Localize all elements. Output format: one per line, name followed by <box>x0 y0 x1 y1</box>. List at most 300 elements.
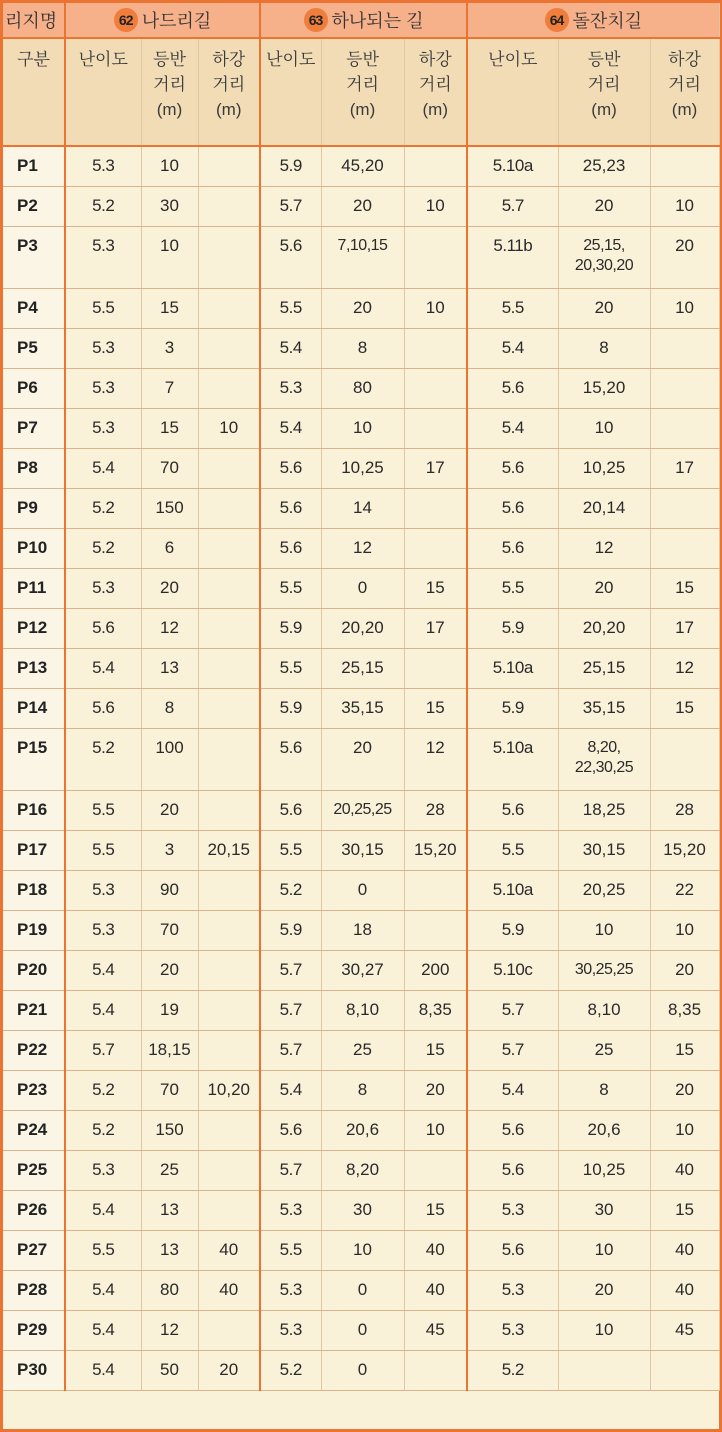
descent-cell-62 <box>198 910 260 950</box>
difficulty-cell-62: 5.4 <box>65 950 141 990</box>
descent-cell-63: 8,35 <box>404 990 467 1030</box>
descent-cell-63: 12 <box>404 728 467 790</box>
descent-cell-63: 17 <box>404 608 467 648</box>
ascent-cell-64: 10 <box>558 1230 650 1270</box>
difficulty-cell-63: 5.5 <box>260 568 321 608</box>
difficulty-cell-62: 5.2 <box>65 1070 141 1110</box>
category-header: 구분 <box>3 38 65 146</box>
table-row <box>3 1310 719 1350</box>
difficulty-cell-64: 5.6 <box>467 1110 558 1150</box>
difficulty-cell-64: 5.3 <box>467 1190 558 1230</box>
pitch-id: P14 <box>3 688 65 728</box>
ascent-cell-64: 25 <box>558 1030 650 1070</box>
table-row <box>3 408 719 448</box>
table-row <box>3 608 719 648</box>
ascent-cell-62: 3 <box>141 328 198 368</box>
ascent-cell-63: 0 <box>321 1350 404 1390</box>
descent-cell-62 <box>198 448 260 488</box>
difficulty-cell-64: 5.9 <box>467 910 558 950</box>
ascent-cell-62: 13 <box>141 1230 198 1270</box>
ascent-cell-62: 150 <box>141 1110 198 1150</box>
ascent-cell-62: 3 <box>141 830 198 870</box>
ascent-cell-63: 20 <box>321 186 404 226</box>
difficulty-cell-63: 5.7 <box>260 950 321 990</box>
difficulty-cell-64: 5.7 <box>467 186 558 226</box>
ascent-header-62: 등반 거리 (m) <box>141 38 198 146</box>
difficulty-cell-62: 5.6 <box>65 688 141 728</box>
descent-cell-62: 40 <box>198 1270 260 1310</box>
ascent-cell-62: 13 <box>141 1190 198 1230</box>
difficulty-cell-64: 5.10a <box>467 648 558 688</box>
pitch-id: P30 <box>3 1350 65 1390</box>
descent-cell-63: 28 <box>404 790 467 830</box>
ascent-cell-63: 10,25 <box>321 448 404 488</box>
ascent-header-63: 등반 거리 (m) <box>321 38 404 146</box>
difficulty-cell-62: 5.5 <box>65 830 141 870</box>
difficulty-cell-62: 5.4 <box>65 448 141 488</box>
descent-cell-64: 20 <box>650 226 719 288</box>
table-row <box>3 488 719 528</box>
ascent-cell-64: 15,20 <box>558 368 650 408</box>
ascent-cell-64: 10,25 <box>558 1150 650 1190</box>
descent-cell-62 <box>198 1150 260 1190</box>
ascent-cell-64: 25,15, 20,30,20 <box>558 226 650 288</box>
route-62-header <box>65 3 260 38</box>
descent-cell-63 <box>404 408 467 448</box>
ascent-cell-64: 18,25 <box>558 790 650 830</box>
descent-cell-62 <box>198 288 260 328</box>
difficulty-cell-62: 5.2 <box>65 186 141 226</box>
ascent-cell-63: 35,15 <box>321 688 404 728</box>
ascent-header-64: 등반 거리 (m) <box>558 38 650 146</box>
descent-cell-64: 10 <box>650 910 719 950</box>
pitch-id: P11 <box>3 568 65 608</box>
difficulty-cell-64: 5.3 <box>467 1270 558 1310</box>
descent-cell-63: 200 <box>404 950 467 990</box>
ridge-name-label: 리지명 <box>3 3 65 38</box>
descent-cell-63: 15 <box>404 1030 467 1070</box>
descent-cell-62 <box>198 950 260 990</box>
pitch-id: P18 <box>3 870 65 910</box>
descent-cell-62 <box>198 328 260 368</box>
difficulty-header-63: 난이도 <box>260 38 321 146</box>
table-row <box>3 688 719 728</box>
descent-cell-62: 20,15 <box>198 830 260 870</box>
ascent-cell-64: 8,20, 22,30,25 <box>558 728 650 790</box>
difficulty-cell-64: 5.3 <box>467 1310 558 1350</box>
pitch-id: P16 <box>3 790 65 830</box>
descent-cell-62: 40 <box>198 1230 260 1270</box>
difficulty-cell-62: 5.4 <box>65 1350 141 1390</box>
descent-cell-62: 10,20 <box>198 1070 260 1110</box>
difficulty-cell-62: 5.3 <box>65 910 141 950</box>
difficulty-cell-63: 5.4 <box>260 328 321 368</box>
difficulty-cell-63: 5.5 <box>260 830 321 870</box>
difficulty-cell-64: 5.5 <box>467 568 558 608</box>
ascent-cell-62: 90 <box>141 870 198 910</box>
descent-cell-62 <box>198 568 260 608</box>
difficulty-cell-63: 5.6 <box>260 528 321 568</box>
table-row <box>3 950 719 990</box>
ascent-cell-64: 20 <box>558 568 650 608</box>
pitch-id: P4 <box>3 288 65 328</box>
ascent-cell-62: 19 <box>141 990 198 1030</box>
difficulty-cell-62: 5.4 <box>65 648 141 688</box>
difficulty-cell-62: 5.4 <box>65 990 141 1030</box>
difficulty-cell-64: 5.10a <box>467 728 558 790</box>
ascent-cell-64 <box>558 1350 650 1390</box>
route-62-number-badge: 62 <box>114 8 138 32</box>
descent-cell-64: 8,35 <box>650 990 719 1030</box>
descent-cell-64 <box>650 1350 719 1390</box>
table-row <box>3 830 719 870</box>
ascent-cell-63: 20 <box>321 288 404 328</box>
ascent-cell-62: 20 <box>141 950 198 990</box>
descent-cell-62 <box>198 648 260 688</box>
ascent-cell-63: 80 <box>321 368 404 408</box>
descent-header-64: 하강 거리 (m) <box>650 38 719 146</box>
pitch-id: P5 <box>3 328 65 368</box>
difficulty-cell-64: 5.4 <box>467 1070 558 1110</box>
table-row <box>3 186 719 226</box>
descent-cell-62 <box>198 1030 260 1070</box>
ascent-cell-62: 12 <box>141 608 198 648</box>
route-63-number-badge: 63 <box>304 8 328 32</box>
descent-cell-64 <box>650 488 719 528</box>
descent-cell-64: 40 <box>650 1230 719 1270</box>
difficulty-cell-63: 5.3 <box>260 1270 321 1310</box>
descent-header-62: 하강 거리 (m) <box>198 38 260 146</box>
descent-header-63: 하강 거리 (m) <box>404 38 467 146</box>
route-62-name: 나드리길 <box>141 11 212 31</box>
ascent-cell-63: 8,20 <box>321 1150 404 1190</box>
ascent-cell-63: 8 <box>321 1070 404 1110</box>
difficulty-cell-63: 5.9 <box>260 910 321 950</box>
difficulty-cell-63: 5.4 <box>260 408 321 448</box>
difficulty-cell-63: 5.9 <box>260 688 321 728</box>
difficulty-cell-62: 5.6 <box>65 608 141 648</box>
descent-cell-62 <box>198 688 260 728</box>
difficulty-cell-62: 5.3 <box>65 408 141 448</box>
table-row <box>3 1110 719 1150</box>
descent-cell-62 <box>198 1310 260 1350</box>
pitch-id: P19 <box>3 910 65 950</box>
difficulty-cell-63: 5.3 <box>260 1190 321 1230</box>
difficulty-cell-64: 5.7 <box>467 990 558 1030</box>
pitch-id: P25 <box>3 1150 65 1190</box>
descent-cell-62 <box>198 368 260 408</box>
difficulty-cell-62: 5.3 <box>65 146 141 186</box>
pitch-id: P15 <box>3 728 65 790</box>
descent-cell-63: 45 <box>404 1310 467 1350</box>
descent-cell-64 <box>650 728 719 790</box>
ascent-cell-62: 50 <box>141 1350 198 1390</box>
ascent-cell-64: 20 <box>558 186 650 226</box>
route-63-name: 하나되는 길 <box>331 11 424 31</box>
ascent-cell-63: 20,25,25 <box>321 790 404 830</box>
difficulty-cell-63: 5.6 <box>260 728 321 790</box>
difficulty-cell-63: 5.6 <box>260 226 321 288</box>
descent-cell-64: 15 <box>650 688 719 728</box>
descent-cell-63 <box>404 1350 467 1390</box>
descent-cell-64: 12 <box>650 648 719 688</box>
difficulty-cell-63: 5.7 <box>260 990 321 1030</box>
table-row <box>3 1030 719 1070</box>
ascent-cell-63: 10 <box>321 1230 404 1270</box>
descent-cell-62 <box>198 1190 260 1230</box>
table-row <box>3 648 719 688</box>
descent-cell-63 <box>404 648 467 688</box>
difficulty-cell-63: 5.7 <box>260 1150 321 1190</box>
ascent-cell-63: 20 <box>321 728 404 790</box>
difficulty-cell-62: 5.2 <box>65 728 141 790</box>
table-row <box>3 568 719 608</box>
ascent-cell-62: 25 <box>141 1150 198 1190</box>
descent-cell-64 <box>650 368 719 408</box>
difficulty-cell-63: 5.6 <box>260 790 321 830</box>
ascent-cell-64: 8 <box>558 1070 650 1110</box>
pitch-id: P29 <box>3 1310 65 1350</box>
ascent-cell-64: 30,25,25 <box>558 950 650 990</box>
route-64-number-badge: 64 <box>545 8 569 32</box>
difficulty-cell-63: 5.7 <box>260 186 321 226</box>
ascent-cell-64: 8 <box>558 328 650 368</box>
pitch-id: P26 <box>3 1190 65 1230</box>
table-row <box>3 1270 719 1310</box>
ascent-cell-64: 25,23 <box>558 146 650 186</box>
header-row-columns <box>3 38 719 146</box>
pitch-id: P13 <box>3 648 65 688</box>
pitch-id: P21 <box>3 990 65 1030</box>
descent-cell-64: 15 <box>650 1030 719 1070</box>
pitch-id: P7 <box>3 408 65 448</box>
ascent-cell-64: 20,6 <box>558 1110 650 1150</box>
difficulty-header-64: 난이도 <box>467 38 558 146</box>
ascent-cell-64: 10 <box>558 910 650 950</box>
descent-cell-63 <box>404 226 467 288</box>
ascent-cell-62: 10 <box>141 226 198 288</box>
descent-cell-63 <box>404 328 467 368</box>
difficulty-cell-62: 5.2 <box>65 488 141 528</box>
ascent-cell-63: 0 <box>321 1310 404 1350</box>
difficulty-cell-62: 5.5 <box>65 790 141 830</box>
difficulty-cell-64: 5.10a <box>467 146 558 186</box>
ascent-cell-64: 10,25 <box>558 448 650 488</box>
route-63-header <box>260 3 467 38</box>
ascent-cell-62: 70 <box>141 1070 198 1110</box>
descent-cell-64: 40 <box>650 1270 719 1310</box>
ascent-cell-63: 30,27 <box>321 950 404 990</box>
pitch-id: P1 <box>3 146 65 186</box>
ascent-cell-62: 100 <box>141 728 198 790</box>
ascent-cell-62: 10 <box>141 146 198 186</box>
difficulty-cell-63: 5.5 <box>260 1230 321 1270</box>
header-row-routes <box>3 3 719 38</box>
descent-cell-64: 15 <box>650 568 719 608</box>
descent-cell-63: 15 <box>404 568 467 608</box>
descent-cell-62 <box>198 528 260 568</box>
difficulty-cell-64: 5.6 <box>467 528 558 568</box>
difficulty-cell-62: 5.3 <box>65 568 141 608</box>
descent-cell-64 <box>650 146 719 186</box>
table-row <box>3 226 719 288</box>
descent-cell-63 <box>404 146 467 186</box>
ascent-cell-63: 0 <box>321 1270 404 1310</box>
ascent-cell-62: 8 <box>141 688 198 728</box>
descent-cell-63: 10 <box>404 1110 467 1150</box>
ascent-cell-63: 0 <box>321 870 404 910</box>
pitch-id: P12 <box>3 608 65 648</box>
difficulty-cell-64: 5.6 <box>467 488 558 528</box>
route-64-name: 돌잔치길 <box>572 11 643 31</box>
difficulty-cell-64: 5.2 <box>467 1350 558 1390</box>
difficulty-cell-63: 5.5 <box>260 648 321 688</box>
ascent-cell-63: 8 <box>321 328 404 368</box>
descent-cell-63 <box>404 528 467 568</box>
ascent-cell-64: 30,15 <box>558 830 650 870</box>
difficulty-cell-62: 5.2 <box>65 528 141 568</box>
ascent-cell-64: 10 <box>558 408 650 448</box>
ascent-cell-62: 20 <box>141 790 198 830</box>
descent-cell-64: 17 <box>650 448 719 488</box>
pitch-id: P20 <box>3 950 65 990</box>
difficulty-cell-63: 5.4 <box>260 1070 321 1110</box>
difficulty-cell-64: 5.4 <box>467 328 558 368</box>
ascent-cell-64: 12 <box>558 528 650 568</box>
pitch-id: P9 <box>3 488 65 528</box>
descent-cell-63: 15,20 <box>404 830 467 870</box>
descent-cell-62 <box>198 990 260 1030</box>
ascent-cell-62: 70 <box>141 910 198 950</box>
descent-cell-62 <box>198 186 260 226</box>
ascent-cell-62: 30 <box>141 186 198 226</box>
descent-cell-63 <box>404 368 467 408</box>
table-row <box>3 1070 719 1110</box>
descent-cell-62 <box>198 790 260 830</box>
descent-cell-62 <box>198 1110 260 1150</box>
pitch-id: P28 <box>3 1270 65 1310</box>
descent-cell-62 <box>198 608 260 648</box>
difficulty-cell-64: 5.10c <box>467 950 558 990</box>
ascent-cell-62: 15 <box>141 408 198 448</box>
table-row <box>3 328 719 368</box>
descent-cell-64 <box>650 328 719 368</box>
difficulty-cell-64: 5.4 <box>467 408 558 448</box>
descent-cell-64: 20 <box>650 1070 719 1110</box>
descent-cell-64: 22 <box>650 870 719 910</box>
difficulty-cell-64: 5.5 <box>467 288 558 328</box>
descent-cell-64: 45 <box>650 1310 719 1350</box>
difficulty-cell-64: 5.6 <box>467 368 558 408</box>
difficulty-cell-63: 5.5 <box>260 288 321 328</box>
difficulty-cell-63: 5.2 <box>260 1350 321 1390</box>
difficulty-cell-62: 5.4 <box>65 1190 141 1230</box>
difficulty-cell-64: 5.7 <box>467 1030 558 1070</box>
descent-cell-64: 20 <box>650 950 719 990</box>
pitch-id: P17 <box>3 830 65 870</box>
difficulty-cell-62: 5.5 <box>65 288 141 328</box>
descent-cell-64: 40 <box>650 1150 719 1190</box>
difficulty-cell-62: 5.7 <box>65 1030 141 1070</box>
ascent-cell-64: 20,14 <box>558 488 650 528</box>
ascent-cell-62: 15 <box>141 288 198 328</box>
descent-cell-63: 10 <box>404 288 467 328</box>
descent-cell-64: 15,20 <box>650 830 719 870</box>
pitch-id: P2 <box>3 186 65 226</box>
descent-cell-63: 10 <box>404 186 467 226</box>
descent-cell-63: 17 <box>404 448 467 488</box>
ascent-cell-63: 30,15 <box>321 830 404 870</box>
ascent-cell-62: 70 <box>141 448 198 488</box>
table-row <box>3 368 719 408</box>
ascent-cell-64: 8,10 <box>558 990 650 1030</box>
pitch-id: P10 <box>3 528 65 568</box>
table-row <box>3 448 719 488</box>
difficulty-cell-62: 5.4 <box>65 1310 141 1350</box>
difficulty-cell-63: 5.6 <box>260 488 321 528</box>
route-64-header <box>467 3 719 38</box>
table-row <box>3 790 719 830</box>
descent-cell-62 <box>198 146 260 186</box>
difficulty-cell-62: 5.3 <box>65 226 141 288</box>
difficulty-cell-63: 5.3 <box>260 1310 321 1350</box>
difficulty-header-62: 난이도 <box>65 38 141 146</box>
pitch-id: P23 <box>3 1070 65 1110</box>
pitch-id: P3 <box>3 226 65 288</box>
descent-cell-63 <box>404 488 467 528</box>
ascent-cell-63: 20,20 <box>321 608 404 648</box>
difficulty-cell-63: 5.2 <box>260 870 321 910</box>
table-row <box>3 990 719 1030</box>
ascent-cell-63: 10 <box>321 408 404 448</box>
pitch-id: P6 <box>3 368 65 408</box>
ascent-cell-62: 20 <box>141 568 198 608</box>
ascent-cell-63: 45,20 <box>321 146 404 186</box>
route-table <box>3 3 720 1391</box>
table-row <box>3 146 719 186</box>
descent-cell-62: 20 <box>198 1350 260 1390</box>
ascent-cell-62: 18,15 <box>141 1030 198 1070</box>
table-row <box>3 728 719 790</box>
table-row <box>3 1350 719 1390</box>
descent-cell-63: 20 <box>404 1070 467 1110</box>
descent-cell-64: 17 <box>650 608 719 648</box>
descent-cell-62 <box>198 870 260 910</box>
ascent-cell-62: 7 <box>141 368 198 408</box>
descent-cell-62 <box>198 226 260 288</box>
difficulty-cell-64: 5.6 <box>467 1230 558 1270</box>
table-row <box>3 910 719 950</box>
ascent-cell-62: 13 <box>141 648 198 688</box>
ascent-cell-62: 6 <box>141 528 198 568</box>
difficulty-cell-64: 5.6 <box>467 790 558 830</box>
table-row <box>3 528 719 568</box>
difficulty-cell-64: 5.5 <box>467 830 558 870</box>
table-row <box>3 870 719 910</box>
ascent-cell-63: 8,10 <box>321 990 404 1030</box>
difficulty-cell-62: 5.4 <box>65 1270 141 1310</box>
descent-cell-63 <box>404 870 467 910</box>
ascent-cell-62: 80 <box>141 1270 198 1310</box>
difficulty-cell-64: 5.9 <box>467 608 558 648</box>
descent-cell-64: 28 <box>650 790 719 830</box>
table-body <box>3 146 719 1390</box>
descent-cell-64 <box>650 528 719 568</box>
ascent-cell-63: 0 <box>321 568 404 608</box>
difficulty-cell-62: 5.2 <box>65 1110 141 1150</box>
descent-cell-63: 15 <box>404 1190 467 1230</box>
pitch-id: P8 <box>3 448 65 488</box>
